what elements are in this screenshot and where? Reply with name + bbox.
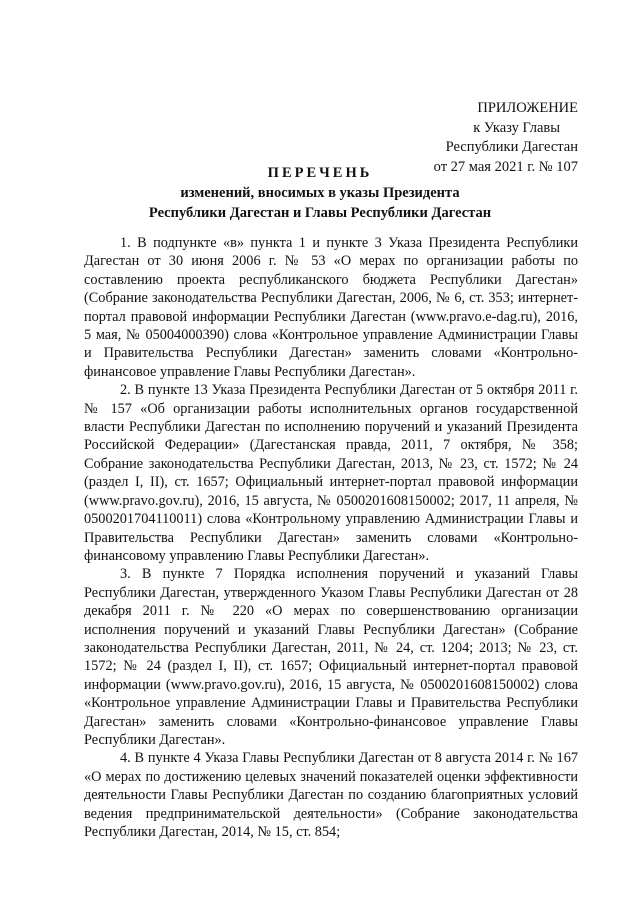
- appendix-date: от 27 мая 2021 г. № 107: [433, 158, 578, 175]
- paragraph-3: 3. В пункте 7 Порядка исполнения поручений и указаний Главы Республики Дагестан, утвержденного Указом Главы Республики Дагестан от 28 декабря 2011 г. № 220 «О мерах по совершенствованию организации исполнения поручений и указаний Главы Республики Дагестан» (Собрание законодательства Республики Дагестан, 2011, № 24, ст. 1204; 2013; № 23, ст. 1572; № 24 (раздел I, II), ст. 1657; Официальный интернет-портал правовой информации (www.pravo.gov.ru), 2016, 15 августа, № 0500201608150002) слова «Контрольное управление Администрации Главы и Правительства Республики Дагестан» заменить словами «Контрольно-финансовое управление Главы Республики Дагестан».: [84, 566, 578, 748]
- appendix-decree-ref: к Указу Главы: [473, 119, 560, 136]
- document-title: ПЕРЕЧЕНЬ: [267, 165, 373, 181]
- document-heading: [0, 163, 640, 223]
- paragraph-2: 2. В пункте 13 Указа Президента Республики Дагестан от 5 октября 2011 г. № 157 «Об организации работы исполнительных органов государственной власти Республики Дагестан по исполнению поручений и указаний Президента Российской Федерации» (Дагестанская правда, 2011, 7 октября, № 358; Собрание законодательства Республики Дагестан, 2013, № 23, ст. 1572; № 24 (раздел I, II), ст. 1657; Официальный интернет-портал правовой информации (www.pravo.gov.ru), 2016, 15 августа, № 0500201608150002; 2017, 11 апреля, № 0500201704110011) слова «Контрольному управлению Администрации Главы и Правительства Республики Дагестан» заменить словами «Контрольно-финансовому управлению Главы Республики Дагестан».: [84, 382, 578, 564]
- paragraph-4: 4. В пункте 4 Указа Главы Республики Дагестан от 8 августа 2014 г. № 167 «О мерах по достижению целевых значений показателей оценки эффективности деятельности Главы Республики Дагестан по созданию благоприятных условий ведения предпринимательской деятельности» (Собрание законодательства Республики Дагестан, 2014, № 15, ст. 854;: [84, 750, 578, 840]
- document-subtitle-line1: изменений, вносимых в указы Президента: [180, 185, 460, 201]
- appendix-republic: Республики Дагестан: [445, 139, 578, 155]
- document-subtitle-line2: Республики Дагестан и Главы Республики Дагестан: [148, 205, 492, 221]
- document-body: [84, 234, 578, 841]
- appendix-label: ПРИЛОЖЕНИЕ: [477, 100, 578, 116]
- paragraph-1: 1. В подпункте «в» пункта 1 и пункте 3 Указа Президента Республики Дагестан от 30 июня 2006 г. № 53 «О мерах по организации работы по составлению проекта республиканского бюджета Республики Дагестан» (Собрание законодательства Республики Дагестан, 2006, № 6, ст. 353; интернет-портал правовой информации Республики Дагестан (www.pravo.e-dag.ru), 2016, 5 мая, № 05004000390) слова «Контрольное управление Администрации Главы и Правительства Республики Дагестан» заменить словами «Контрольно-финансовое управление Главы Республики Дагестан».: [84, 235, 578, 380]
